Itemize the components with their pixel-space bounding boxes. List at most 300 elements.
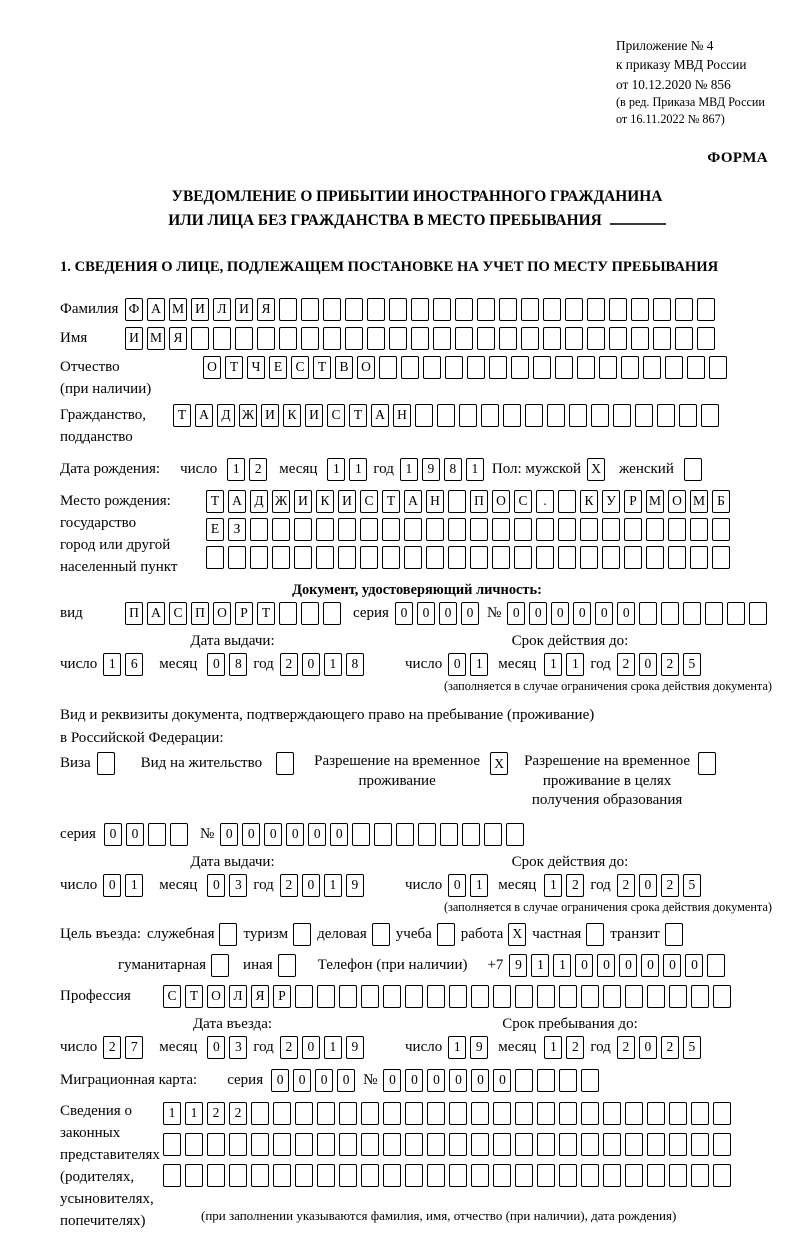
form-cell[interactable] bbox=[374, 823, 392, 846]
form-cell[interactable]: 2 bbox=[661, 653, 679, 676]
form-cell[interactable] bbox=[587, 298, 605, 321]
form-cell[interactable]: П bbox=[191, 602, 209, 625]
form-cell[interactable] bbox=[559, 1069, 577, 1092]
form-cell[interactable]: 0 bbox=[417, 602, 435, 625]
form-cell[interactable] bbox=[294, 518, 312, 541]
form-cell[interactable]: 1 bbox=[103, 653, 121, 676]
form-cell[interactable]: Т bbox=[206, 490, 224, 513]
form-cell[interactable] bbox=[533, 356, 551, 379]
form-cell[interactable] bbox=[602, 518, 620, 541]
form-cell[interactable]: 0 bbox=[207, 1036, 225, 1059]
form-cell[interactable] bbox=[339, 985, 357, 1008]
form-cell[interactable] bbox=[361, 1102, 379, 1125]
form-cell[interactable] bbox=[515, 985, 533, 1008]
form-cell[interactable] bbox=[352, 823, 370, 846]
form-cell[interactable]: С bbox=[163, 985, 181, 1008]
form-cell[interactable]: 9 bbox=[422, 458, 440, 481]
form-cell[interactable] bbox=[603, 1133, 621, 1156]
form-cell[interactable] bbox=[707, 954, 725, 977]
form-cell[interactable]: И bbox=[261, 404, 279, 427]
form-cell[interactable]: С bbox=[360, 490, 378, 513]
form-cell[interactable] bbox=[698, 752, 716, 775]
form-cell[interactable] bbox=[448, 518, 466, 541]
form-cell[interactable] bbox=[603, 985, 621, 1008]
form-cell[interactable] bbox=[712, 518, 730, 541]
form-cell[interactable] bbox=[471, 985, 489, 1008]
form-cell[interactable]: 0 bbox=[639, 1036, 657, 1059]
form-cell[interactable]: 1 bbox=[400, 458, 418, 481]
form-cell[interactable] bbox=[646, 518, 664, 541]
form-cell[interactable] bbox=[581, 1069, 599, 1092]
form-cell[interactable] bbox=[279, 327, 297, 350]
form-cell[interactable]: 1 bbox=[349, 458, 367, 481]
form-cell[interactable]: И bbox=[305, 404, 323, 427]
form-cell[interactable]: 2 bbox=[280, 1036, 298, 1059]
form-cell[interactable] bbox=[316, 546, 334, 569]
form-cell[interactable] bbox=[537, 985, 555, 1008]
form-cell[interactable] bbox=[559, 1102, 577, 1125]
form-cell[interactable]: 3 bbox=[229, 874, 247, 897]
form-cell[interactable] bbox=[503, 404, 521, 427]
form-cell[interactable]: 1 bbox=[324, 1036, 342, 1059]
form-cell[interactable] bbox=[569, 404, 587, 427]
form-cell[interactable]: 8 bbox=[229, 653, 247, 676]
form-cell[interactable] bbox=[647, 1102, 665, 1125]
form-cell[interactable]: 0 bbox=[597, 954, 615, 977]
form-cell[interactable] bbox=[372, 923, 390, 946]
form-cell[interactable] bbox=[163, 1133, 181, 1156]
form-cell[interactable]: 5 bbox=[683, 1036, 701, 1059]
form-cell[interactable]: 0 bbox=[302, 653, 320, 676]
form-cell[interactable] bbox=[709, 356, 727, 379]
form-cell[interactable] bbox=[471, 1133, 489, 1156]
form-cell[interactable] bbox=[228, 546, 246, 569]
form-cell[interactable] bbox=[624, 518, 642, 541]
form-cell[interactable]: 2 bbox=[249, 458, 267, 481]
form-cell[interactable] bbox=[97, 752, 115, 775]
form-cell[interactable] bbox=[470, 546, 488, 569]
form-cell[interactable] bbox=[613, 404, 631, 427]
form-cell[interactable]: А bbox=[195, 404, 213, 427]
form-cell[interactable] bbox=[668, 518, 686, 541]
form-cell[interactable] bbox=[477, 298, 495, 321]
form-cell[interactable] bbox=[170, 823, 188, 846]
form-cell[interactable] bbox=[587, 327, 605, 350]
form-cell[interactable] bbox=[675, 298, 693, 321]
form-cell[interactable] bbox=[665, 356, 683, 379]
form-cell[interactable] bbox=[537, 1164, 555, 1187]
form-cell[interactable]: О bbox=[213, 602, 231, 625]
form-cell[interactable] bbox=[427, 1164, 445, 1187]
form-cell[interactable] bbox=[537, 1102, 555, 1125]
form-cell[interactable] bbox=[691, 985, 709, 1008]
form-cell[interactable]: О bbox=[203, 356, 221, 379]
form-cell[interactable] bbox=[338, 518, 356, 541]
form-cell[interactable]: 6 bbox=[125, 653, 143, 676]
form-cell[interactable]: 0 bbox=[293, 1069, 311, 1092]
form-cell[interactable] bbox=[323, 298, 341, 321]
form-cell[interactable] bbox=[279, 602, 297, 625]
form-cell[interactable]: 0 bbox=[104, 823, 122, 846]
form-cell[interactable]: 0 bbox=[639, 653, 657, 676]
form-cell[interactable] bbox=[581, 1133, 599, 1156]
form-cell[interactable] bbox=[679, 404, 697, 427]
form-cell[interactable] bbox=[749, 602, 767, 625]
form-cell[interactable] bbox=[445, 356, 463, 379]
form-cell[interactable] bbox=[669, 1164, 687, 1187]
form-cell[interactable]: 1 bbox=[125, 874, 143, 897]
form-cell[interactable] bbox=[423, 356, 441, 379]
form-cell[interactable] bbox=[404, 518, 422, 541]
form-cell[interactable] bbox=[625, 985, 643, 1008]
form-cell[interactable] bbox=[462, 823, 480, 846]
form-cell[interactable] bbox=[625, 1164, 643, 1187]
form-cell[interactable]: 0 bbox=[439, 602, 457, 625]
form-cell[interactable]: 0 bbox=[471, 1069, 489, 1092]
form-cell[interactable]: 0 bbox=[330, 823, 348, 846]
form-cell[interactable]: 0 bbox=[448, 653, 466, 676]
form-cell[interactable] bbox=[481, 404, 499, 427]
form-cell[interactable]: 0 bbox=[315, 1069, 333, 1092]
form-cell[interactable]: Д bbox=[250, 490, 268, 513]
form-cell[interactable]: 0 bbox=[207, 874, 225, 897]
form-cell[interactable] bbox=[449, 1164, 467, 1187]
form-cell[interactable] bbox=[683, 602, 701, 625]
form-cell[interactable] bbox=[339, 1164, 357, 1187]
form-cell[interactable]: 8 bbox=[444, 458, 462, 481]
form-cell[interactable] bbox=[278, 954, 296, 977]
form-cell[interactable]: 0 bbox=[617, 602, 635, 625]
form-cell[interactable] bbox=[713, 1133, 731, 1156]
form-cell[interactable] bbox=[323, 327, 341, 350]
form-cell[interactable] bbox=[668, 546, 686, 569]
form-cell[interactable]: Я bbox=[251, 985, 269, 1008]
form-cell[interactable] bbox=[361, 985, 379, 1008]
form-cell[interactable] bbox=[701, 404, 719, 427]
form-cell[interactable] bbox=[646, 546, 664, 569]
form-cell[interactable] bbox=[185, 1133, 203, 1156]
form-cell[interactable] bbox=[625, 1133, 643, 1156]
form-cell[interactable]: 0 bbox=[405, 1069, 423, 1092]
form-cell[interactable]: И bbox=[191, 298, 209, 321]
form-cell[interactable] bbox=[514, 518, 532, 541]
form-cell[interactable] bbox=[383, 985, 401, 1008]
form-cell[interactable] bbox=[581, 985, 599, 1008]
form-cell[interactable] bbox=[653, 327, 671, 350]
form-cell[interactable] bbox=[565, 298, 583, 321]
form-cell[interactable] bbox=[515, 1133, 533, 1156]
form-cell[interactable] bbox=[669, 1102, 687, 1125]
form-cell[interactable] bbox=[697, 298, 715, 321]
form-cell[interactable]: Т bbox=[225, 356, 243, 379]
form-cell[interactable] bbox=[273, 1102, 291, 1125]
form-cell[interactable] bbox=[207, 1164, 225, 1187]
form-cell[interactable]: 9 bbox=[346, 1036, 364, 1059]
form-cell[interactable]: 0 bbox=[448, 874, 466, 897]
form-cell[interactable] bbox=[219, 923, 237, 946]
form-cell[interactable]: 0 bbox=[395, 602, 413, 625]
form-cell[interactable] bbox=[437, 923, 455, 946]
form-cell[interactable] bbox=[251, 1102, 269, 1125]
form-cell[interactable] bbox=[580, 546, 598, 569]
form-cell[interactable]: И bbox=[294, 490, 312, 513]
form-cell[interactable]: 0 bbox=[619, 954, 637, 977]
form-cell[interactable] bbox=[185, 1164, 203, 1187]
form-cell[interactable]: 1 bbox=[163, 1102, 181, 1125]
form-cell[interactable] bbox=[382, 546, 400, 569]
form-cell[interactable]: 0 bbox=[663, 954, 681, 977]
form-cell[interactable]: 2 bbox=[661, 874, 679, 897]
form-cell[interactable]: 9 bbox=[509, 954, 527, 977]
form-cell[interactable] bbox=[581, 1102, 599, 1125]
form-cell[interactable] bbox=[250, 518, 268, 541]
form-cell[interactable]: 0 bbox=[302, 874, 320, 897]
form-cell[interactable] bbox=[338, 546, 356, 569]
form-cell[interactable]: П bbox=[470, 490, 488, 513]
form-cell[interactable] bbox=[235, 327, 253, 350]
form-cell[interactable]: 0 bbox=[207, 653, 225, 676]
form-cell[interactable]: Н bbox=[393, 404, 411, 427]
form-cell[interactable]: 0 bbox=[264, 823, 282, 846]
form-cell[interactable]: А bbox=[228, 490, 246, 513]
form-cell[interactable] bbox=[635, 404, 653, 427]
form-cell[interactable]: 0 bbox=[271, 1069, 289, 1092]
form-cell[interactable] bbox=[404, 546, 422, 569]
form-cell[interactable]: 0 bbox=[337, 1069, 355, 1092]
form-cell[interactable] bbox=[467, 356, 485, 379]
form-cell[interactable] bbox=[345, 327, 363, 350]
form-cell[interactable]: 2 bbox=[617, 653, 635, 676]
form-cell[interactable]: 2 bbox=[566, 1036, 584, 1059]
form-cell[interactable]: А bbox=[371, 404, 389, 427]
form-cell[interactable] bbox=[515, 1069, 533, 1092]
form-cell[interactable]: К bbox=[283, 404, 301, 427]
form-cell[interactable] bbox=[301, 602, 319, 625]
form-cell[interactable] bbox=[493, 985, 511, 1008]
form-cell[interactable] bbox=[251, 1164, 269, 1187]
form-cell[interactable]: З bbox=[228, 518, 246, 541]
form-cell[interactable]: 1 bbox=[544, 1036, 562, 1059]
form-cell[interactable] bbox=[279, 298, 297, 321]
form-cell[interactable]: 1 bbox=[544, 874, 562, 897]
form-cell[interactable] bbox=[471, 1102, 489, 1125]
form-cell[interactable] bbox=[448, 546, 466, 569]
form-cell[interactable] bbox=[449, 1102, 467, 1125]
form-cell[interactable]: С bbox=[327, 404, 345, 427]
form-cell[interactable]: Т bbox=[185, 985, 203, 1008]
form-cell[interactable] bbox=[273, 1133, 291, 1156]
form-cell[interactable]: Н bbox=[426, 490, 444, 513]
form-cell[interactable] bbox=[492, 546, 510, 569]
form-cell[interactable] bbox=[449, 1133, 467, 1156]
form-cell[interactable] bbox=[697, 327, 715, 350]
form-cell[interactable]: X bbox=[508, 923, 526, 946]
form-cell[interactable] bbox=[433, 327, 451, 350]
form-cell[interactable]: М bbox=[169, 298, 187, 321]
form-cell[interactable]: 2 bbox=[280, 874, 298, 897]
form-cell[interactable] bbox=[437, 404, 455, 427]
form-cell[interactable]: 0 bbox=[551, 602, 569, 625]
form-cell[interactable] bbox=[477, 327, 495, 350]
form-cell[interactable] bbox=[625, 1102, 643, 1125]
form-cell[interactable] bbox=[536, 518, 554, 541]
form-cell[interactable]: К bbox=[580, 490, 598, 513]
form-cell[interactable] bbox=[316, 518, 334, 541]
form-cell[interactable] bbox=[559, 1164, 577, 1187]
form-cell[interactable] bbox=[537, 1133, 555, 1156]
form-cell[interactable]: А bbox=[404, 490, 422, 513]
form-cell[interactable]: 1 bbox=[324, 874, 342, 897]
form-cell[interactable] bbox=[449, 985, 467, 1008]
form-cell[interactable] bbox=[653, 298, 671, 321]
form-cell[interactable]: 5 bbox=[683, 653, 701, 676]
form-cell[interactable]: 9 bbox=[470, 1036, 488, 1059]
form-cell[interactable] bbox=[272, 518, 290, 541]
form-cell[interactable]: 5 bbox=[683, 874, 701, 897]
form-cell[interactable]: 0 bbox=[427, 1069, 445, 1092]
form-cell[interactable] bbox=[367, 327, 385, 350]
form-cell[interactable]: 2 bbox=[207, 1102, 225, 1125]
form-cell[interactable] bbox=[317, 1102, 335, 1125]
form-cell[interactable]: 0 bbox=[595, 602, 613, 625]
form-cell[interactable] bbox=[577, 356, 595, 379]
form-cell[interactable]: У bbox=[602, 490, 620, 513]
form-cell[interactable]: И bbox=[338, 490, 356, 513]
form-cell[interactable]: 1 bbox=[324, 653, 342, 676]
form-cell[interactable]: 0 bbox=[126, 823, 144, 846]
form-cell[interactable]: Т bbox=[173, 404, 191, 427]
form-cell[interactable]: 1 bbox=[185, 1102, 203, 1125]
form-cell[interactable]: 1 bbox=[544, 653, 562, 676]
form-cell[interactable]: Я bbox=[257, 298, 275, 321]
form-cell[interactable] bbox=[382, 518, 400, 541]
form-cell[interactable] bbox=[273, 1164, 291, 1187]
form-cell[interactable] bbox=[713, 1102, 731, 1125]
form-cell[interactable]: О bbox=[668, 490, 686, 513]
form-cell[interactable]: 3 bbox=[229, 1036, 247, 1059]
form-cell[interactable]: 1 bbox=[566, 653, 584, 676]
form-cell[interactable] bbox=[295, 985, 313, 1008]
form-cell[interactable] bbox=[427, 1102, 445, 1125]
form-cell[interactable]: 0 bbox=[242, 823, 260, 846]
form-cell[interactable] bbox=[389, 327, 407, 350]
form-cell[interactable] bbox=[389, 298, 407, 321]
form-cell[interactable] bbox=[211, 954, 229, 977]
form-cell[interactable] bbox=[317, 985, 335, 1008]
form-cell[interactable] bbox=[543, 298, 561, 321]
form-cell[interactable]: С bbox=[169, 602, 187, 625]
form-cell[interactable]: 0 bbox=[103, 874, 121, 897]
form-cell[interactable] bbox=[631, 327, 649, 350]
form-cell[interactable] bbox=[405, 1102, 423, 1125]
form-cell[interactable]: 1 bbox=[470, 874, 488, 897]
form-cell[interactable] bbox=[427, 1133, 445, 1156]
form-cell[interactable]: Ф bbox=[125, 298, 143, 321]
form-cell[interactable] bbox=[484, 823, 502, 846]
form-cell[interactable]: 1 bbox=[327, 458, 345, 481]
form-cell[interactable] bbox=[669, 985, 687, 1008]
form-cell[interactable] bbox=[415, 404, 433, 427]
form-cell[interactable] bbox=[492, 518, 510, 541]
form-cell[interactable] bbox=[433, 298, 451, 321]
form-cell[interactable]: Р bbox=[273, 985, 291, 1008]
form-cell[interactable]: 0 bbox=[286, 823, 304, 846]
form-cell[interactable] bbox=[317, 1164, 335, 1187]
form-cell[interactable] bbox=[713, 1164, 731, 1187]
form-cell[interactable]: 1 bbox=[470, 653, 488, 676]
form-cell[interactable] bbox=[148, 823, 166, 846]
form-cell[interactable]: 2 bbox=[566, 874, 584, 897]
form-cell[interactable] bbox=[455, 298, 473, 321]
form-cell[interactable] bbox=[555, 356, 573, 379]
form-cell[interactable]: 0 bbox=[639, 874, 657, 897]
form-cell[interactable] bbox=[489, 356, 507, 379]
form-cell[interactable] bbox=[426, 546, 444, 569]
form-cell[interactable]: 2 bbox=[661, 1036, 679, 1059]
form-cell[interactable] bbox=[301, 327, 319, 350]
form-cell[interactable]: С bbox=[514, 490, 532, 513]
form-cell[interactable]: 1 bbox=[553, 954, 571, 977]
form-cell[interactable]: Т bbox=[382, 490, 400, 513]
form-cell[interactable] bbox=[471, 1164, 489, 1187]
form-cell[interactable]: 0 bbox=[641, 954, 659, 977]
form-cell[interactable] bbox=[295, 1133, 313, 1156]
form-cell[interactable]: А bbox=[147, 602, 165, 625]
form-cell[interactable]: М bbox=[147, 327, 165, 350]
form-cell[interactable] bbox=[599, 356, 617, 379]
form-cell[interactable] bbox=[657, 404, 675, 427]
form-cell[interactable]: С bbox=[291, 356, 309, 379]
form-cell[interactable]: О bbox=[357, 356, 375, 379]
form-cell[interactable]: 1 bbox=[227, 458, 245, 481]
form-cell[interactable] bbox=[603, 1102, 621, 1125]
form-cell[interactable] bbox=[609, 327, 627, 350]
form-cell[interactable] bbox=[558, 490, 576, 513]
form-cell[interactable] bbox=[602, 546, 620, 569]
form-cell[interactable] bbox=[581, 1164, 599, 1187]
form-cell[interactable] bbox=[345, 298, 363, 321]
form-cell[interactable]: X bbox=[587, 458, 605, 481]
form-cell[interactable] bbox=[250, 546, 268, 569]
form-cell[interactable] bbox=[206, 546, 224, 569]
form-cell[interactable] bbox=[712, 546, 730, 569]
form-cell[interactable] bbox=[191, 327, 209, 350]
form-cell[interactable] bbox=[455, 327, 473, 350]
form-cell[interactable] bbox=[396, 823, 414, 846]
form-cell[interactable] bbox=[639, 602, 657, 625]
form-cell[interactable]: 0 bbox=[573, 602, 591, 625]
form-cell[interactable] bbox=[213, 327, 231, 350]
form-cell[interactable] bbox=[565, 327, 583, 350]
form-cell[interactable] bbox=[448, 490, 466, 513]
form-cell[interactable]: 0 bbox=[220, 823, 238, 846]
form-cell[interactable] bbox=[383, 1133, 401, 1156]
form-cell[interactable]: Л bbox=[213, 298, 231, 321]
form-cell[interactable] bbox=[521, 298, 539, 321]
form-cell[interactable] bbox=[511, 356, 529, 379]
form-cell[interactable] bbox=[367, 298, 385, 321]
form-cell[interactable] bbox=[294, 546, 312, 569]
form-cell[interactable]: X bbox=[490, 752, 508, 775]
form-cell[interactable]: Т bbox=[257, 602, 275, 625]
form-cell[interactable] bbox=[427, 985, 445, 1008]
form-cell[interactable]: 2 bbox=[229, 1102, 247, 1125]
form-cell[interactable] bbox=[339, 1133, 357, 1156]
form-cell[interactable] bbox=[675, 327, 693, 350]
form-cell[interactable] bbox=[493, 1102, 511, 1125]
form-cell[interactable] bbox=[647, 1164, 665, 1187]
form-cell[interactable]: Т bbox=[349, 404, 367, 427]
